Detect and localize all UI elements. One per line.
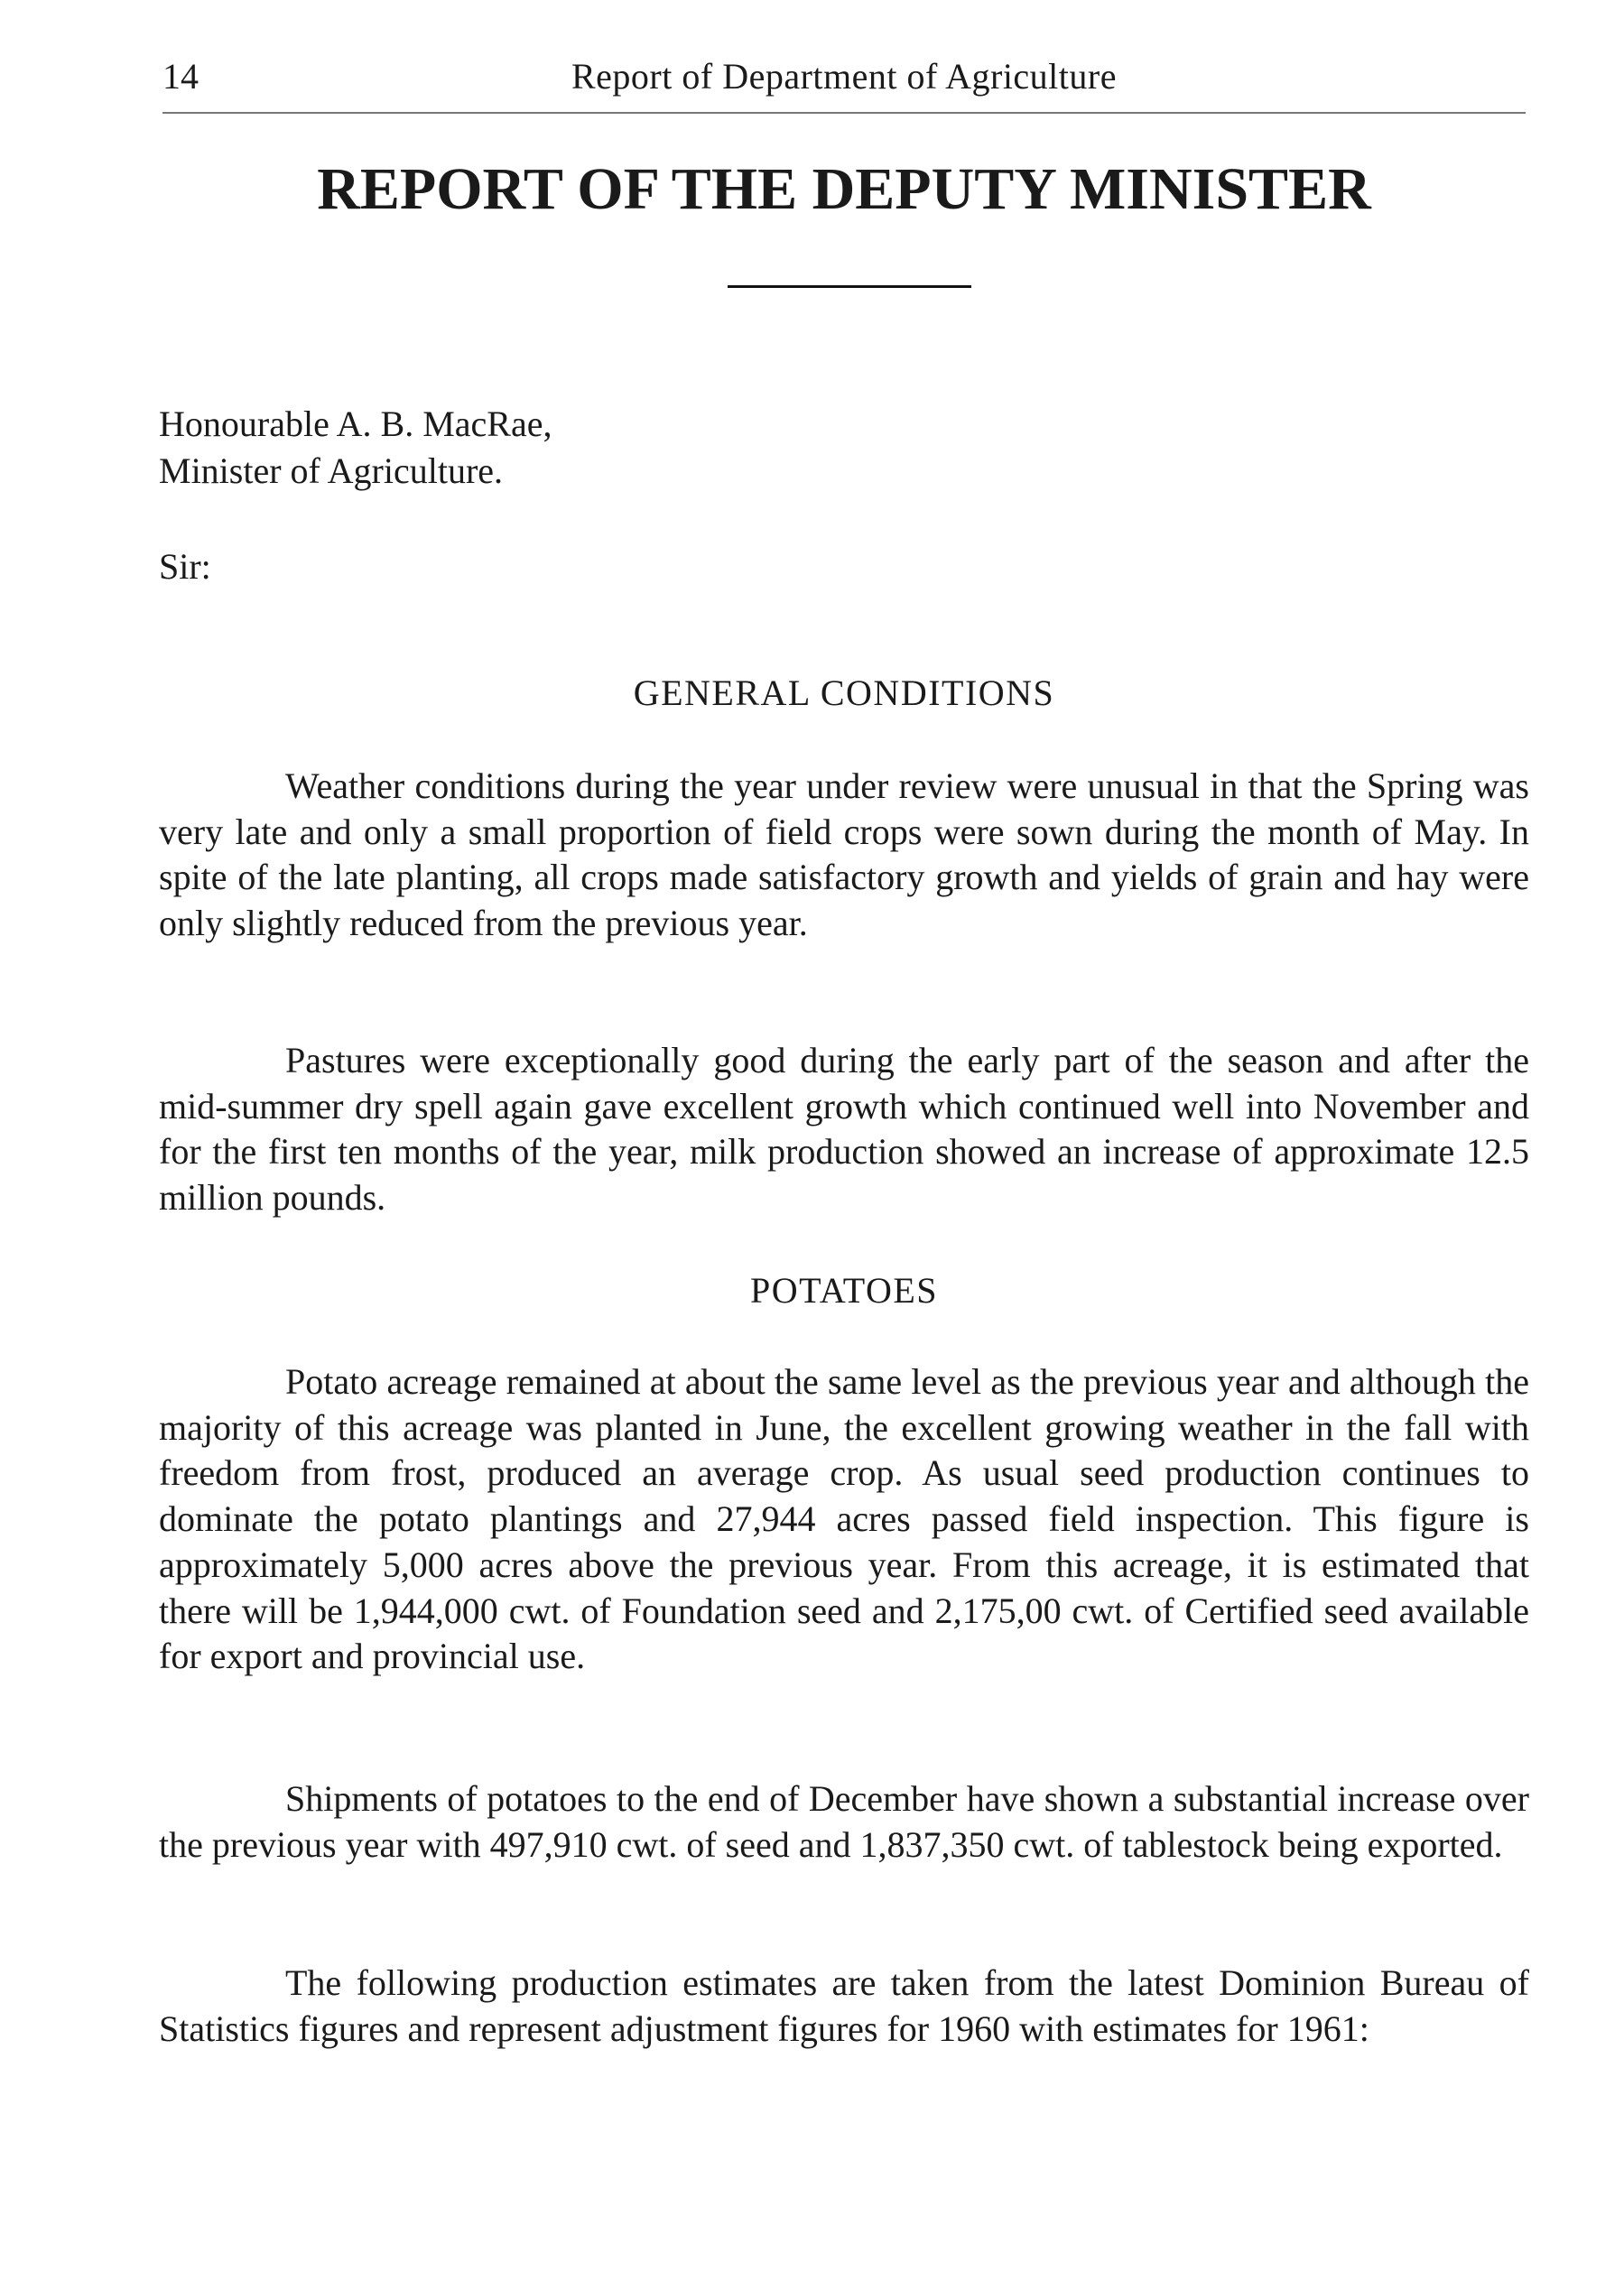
salutation-addressee: Honourable A. B. MacRae, <box>159 403 552 444</box>
paragraph-potato-acreage: Potato acreage remained at about the same level as the previous year and although the majority of this acreage was planted in June, the excellent growing weather in the fall with freedom from frost, produced an average crop. As usual seed production continues to dominate the potato plantings and 27,944 acres passed field inspection. This figure is approximately 5,000 acres above the previous year. From this acreage, it is estimated that there will be 1,944,000 cwt. of Foundation seed and 2,175,00 cwt. of Certified seed available for export and provincial use. <box>159 1361 1529 1677</box>
page-number: 14 <box>162 56 199 97</box>
paragraph-weather: Weather conditions during the year under review were unusual in that the Spring was very late and only a small proportion of field crops were sown during the month of May. In spite of the late planting, all crops made satisfactory growth and yields of grain and hay were only slightly reduced from the previous year. <box>159 765 1529 944</box>
paragraph-pastures: Pastures were exceptionally good during the early part of the season and after the mid-summer dry spell again gave excellent growth which continued well into November and for the first ten months of the year, milk production showed an increase of approximate 12.5 million pounds. <box>159 1040 1529 1219</box>
salutation-greeting: Sir: <box>159 546 211 587</box>
section-heading-potatoes: POTATOES <box>749 1270 939 1311</box>
report-title: REPORT OF THE DEPUTY MINISTER <box>317 156 1371 222</box>
section-heading-general-conditions: GENERAL CONDITIONS <box>633 672 1055 713</box>
salutation-office: Minister of Agriculture. <box>159 450 504 491</box>
paragraph-shipments: Shipments of potatoes to the end of December have shown a substantial increase over the previous year with 497,910 cwt. of seed and 1,837,350 cwt. of tablestock being exported. <box>159 1778 1529 1865</box>
header-rule <box>162 112 1526 114</box>
paragraph-production-estimates: The following production estimates are taken from the latest Dominion Bureau of Statistics figures and represent adjustment figures for 1960 with estimates for 1961: <box>159 1962 1529 2049</box>
title-rule <box>728 285 971 288</box>
running-title: Report of Department of Agriculture <box>571 56 1117 97</box>
running-header <box>162 50 1526 104</box>
